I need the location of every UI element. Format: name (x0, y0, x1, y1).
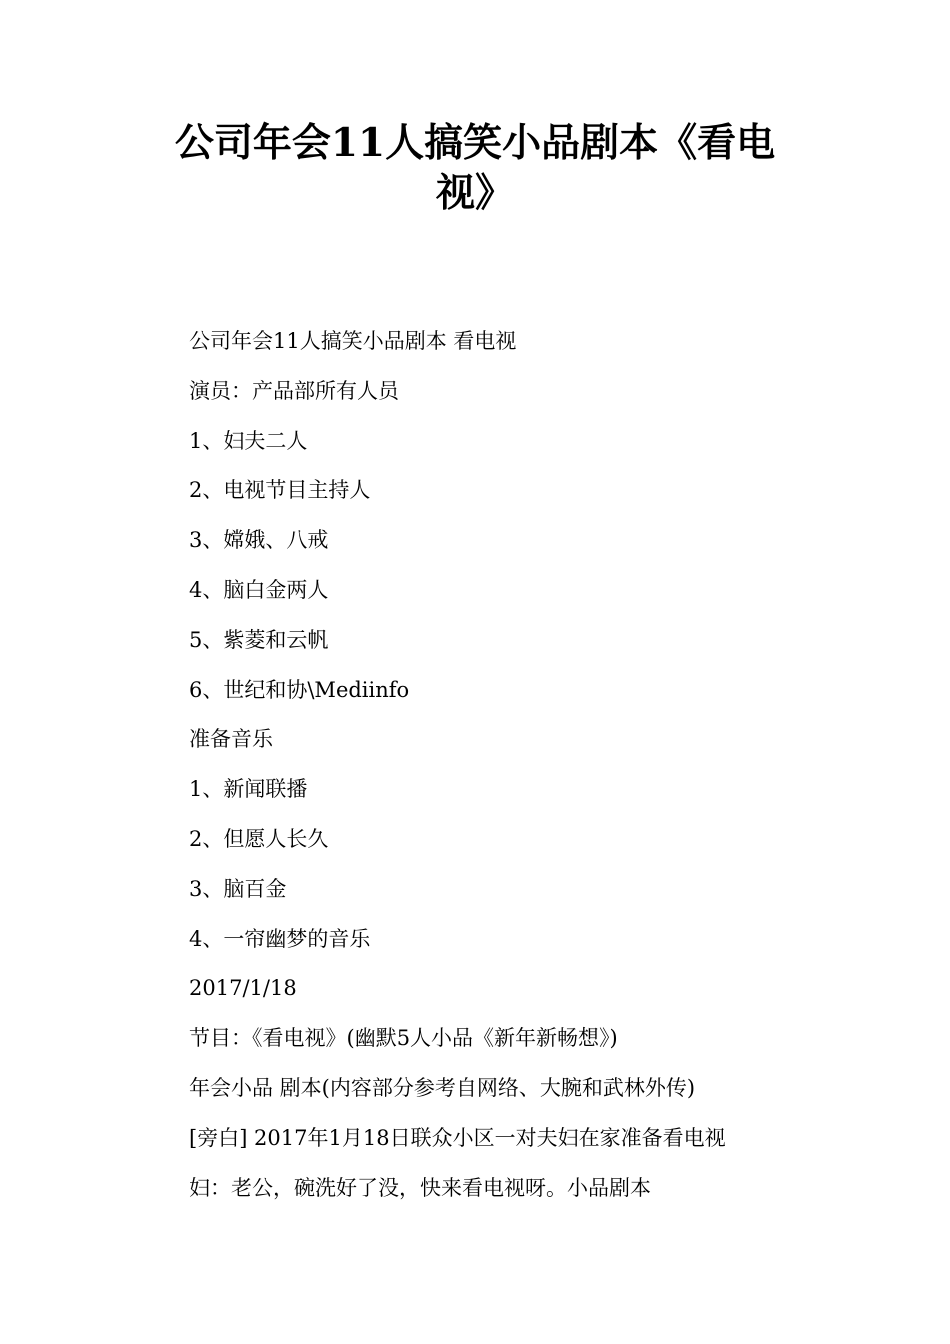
document-body (189, 324, 799, 1220)
body-line: 公司年会11人搞笑小品剧本 看电视 (189, 329, 517, 353)
body-line: 5、紫菱和云帆 (189, 627, 329, 652)
body-line: 2、但愿人长久 (189, 826, 329, 851)
body-line: 演员：产品部所有人员 (189, 378, 399, 403)
body-line: 节目：《看电视》(幽默5人小品《新年新畅想》) (189, 1026, 618, 1051)
body-line: 3、脑百金 (189, 876, 287, 901)
body-line: 2017/1/18 (189, 976, 297, 1001)
body-line: 4、脑白金两人 (189, 577, 329, 602)
body-line: [旁白] 2017年1月18日联众小区一对夫妇在家准备看电视 (189, 1125, 726, 1150)
body-line: 1、妇夫二人 (189, 428, 308, 453)
body-line: 准备音乐 (189, 727, 273, 752)
body-line: 6、世纪和协\Mediinfo (189, 677, 410, 702)
body-line: 妇：老公，碗洗好了没，快来看电视呀。小品剧本 (189, 1175, 651, 1200)
document-title: 公司年会11人搞笑小品剧本《看电视》 (174, 120, 776, 216)
body-line: 3、嫦娥、八戒 (189, 528, 329, 553)
body-line: 年会小品 剧本(内容部分参考自网络、大腕和武林外传) (189, 1075, 696, 1100)
body-line: 2、电视节目主持人 (189, 478, 371, 503)
body-line: 4、一帘幽梦的音乐 (189, 926, 371, 951)
body-line: 1、新闻联播 (189, 777, 308, 802)
